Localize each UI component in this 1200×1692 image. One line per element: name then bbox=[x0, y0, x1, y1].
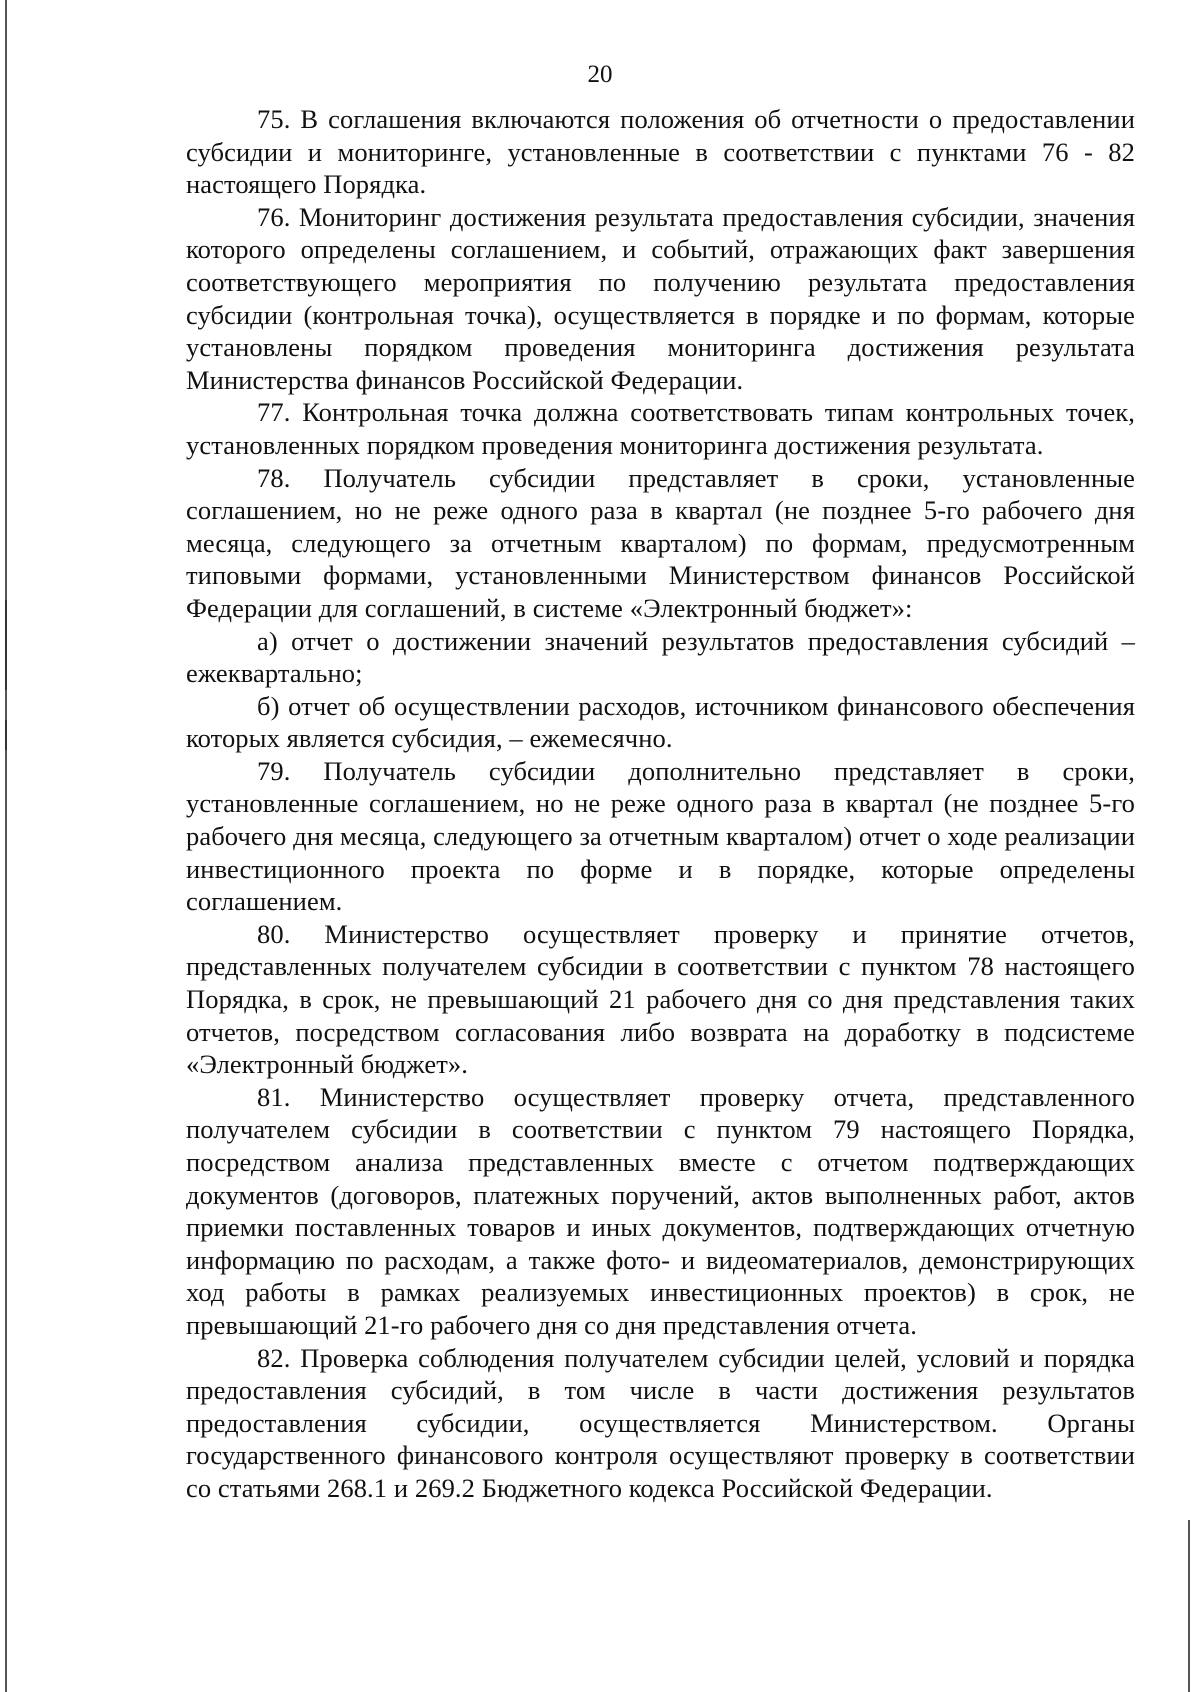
paragraph-81: 81. Министерство осуществляет проверку отчета, представленного получателем субсидии в соответствии с пунктом 79 настоящего Порядка, посредством анализа представленных вместе с отчетом подтверждающих документов (договоров, платежных поручений, актов выполненных работ, актов приемки поставленных товаров и иных документов, подтверждающих отчетную информацию по расходам, а также фото- и видеоматериалов, демонстрирующих ход работы в рамках реализуемых инвестиционных проектов) в срок, не превышающий 21-го рабочего дня со дня представления отчета. bbox=[186, 1081, 1135, 1340]
paragraph-77: 77. Контрольная точка должна соответствовать типам контрольных точек, установленных порядком проведения мониторинга достижения результата. bbox=[186, 397, 1135, 460]
paragraph-75: 75. В соглашения включаются положения об отчетности о предоставлении субсидии и мониторинге, установленные в соответствии с пунктами 76 - 82 настоящего Порядка. bbox=[186, 104, 1135, 200]
paragraph-78: 78. Получатель субсидии представляет в сроки, установленные соглашением, но не реже одного раза в квартал (не позднее 5-го рабочего дня месяца, следующего за отчетным кварталом) по формам, предусмотренным типовыми формами, установленными Министерством финансов Российской Федерации для соглашений, в системе «Электронный бюджет»: bbox=[186, 462, 1135, 623]
scan-mark bbox=[5, 600, 7, 690]
paragraph-76: 76. Мониторинг достижения результата предоставления субсидии, значения которого определены соглашением, и событий, отражающих факт завершения соответствующего мероприятия по получению результата предоставления субсидии (контрольная точка), осуществляется в порядке и по формам, которые установлены порядком проведения мониторинга достижения результата Министерства финансов Российской Федерации. bbox=[186, 201, 1135, 395]
document-body bbox=[186, 103, 1135, 1505]
paragraph-79: 79. Получатель субсидии дополнительно представляет в сроки, установленные соглашением, но не реже одного раза в квартал (не позднее 5-го рабочего дня месяца, следующего за отчетным кварталом) отчет о ходе реализации инвестиционного проекта по форме и в порядке, которые определены соглашением. bbox=[186, 755, 1135, 917]
scan-edge-line bbox=[5, 0, 7, 1692]
scan-mark bbox=[5, 720, 7, 750]
paragraph-78-a: а) отчет о достижении значений результатов предоставления субсидий – ежеквартально; bbox=[186, 625, 1135, 689]
paragraph-82: 82. Проверка соблюдения получателем субсидии целей, условий и порядка предоставления субсидий, в том числе в части достижения результатов предоставления субсидии, осуществляется Министерством. Органы государственного финансового контроля осуществляют проверку в соответствии со статьями 268.1 и 269.2 Бюджетного кодекса Российской Федерации. bbox=[186, 1342, 1135, 1503]
paragraph-80: 80. Министерство осуществляет проверку и принятие отчетов, представленных получателем субсидии в соответствии с пунктом 78 настоящего Порядка, в срок, не превышающий 21 рабочего дня со дня представления таких отчетов, посредством согласования либо возврата на доработку в подсистеме «Электронный бюджет». bbox=[186, 918, 1135, 1080]
paragraph-78-b: б) отчет об осуществлении расходов, источником финансового обеспечения которых является субсидия, – ежемесячно. bbox=[186, 690, 1135, 754]
scan-edge-line bbox=[1188, 1520, 1190, 1692]
page-number: 20 bbox=[587, 61, 613, 88]
